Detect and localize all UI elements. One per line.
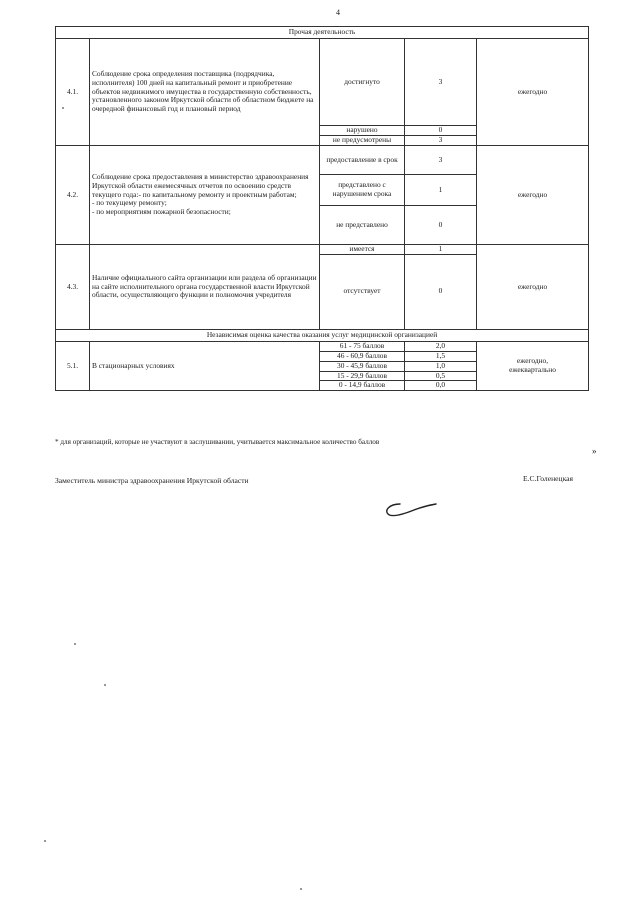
condition-label: представлено с нарушением срока: [320, 175, 405, 206]
condition-label: 30 - 45,9 баллов: [320, 361, 405, 371]
row-number: 5.1.: [56, 341, 90, 390]
condition-label: 46 - 60,9 баллов: [320, 351, 405, 361]
section-header-row: [56, 27, 589, 39]
row-periodicity: ежегодно: [477, 245, 589, 330]
table-row-4-2: [56, 146, 589, 175]
page-number: 4: [336, 8, 340, 17]
condition-label: нарушено: [320, 126, 405, 136]
condition-value: 1,5: [405, 351, 477, 361]
scan-speck: [74, 643, 76, 645]
condition-label: 61 - 75 баллов: [320, 341, 405, 351]
condition-value: 0,5: [405, 371, 477, 381]
row-number: 4.3.: [56, 245, 90, 330]
row-description: В стационарных условиях: [90, 341, 320, 390]
condition-value: 1: [405, 175, 477, 206]
condition-label: 15 - 29,9 баллов: [320, 371, 405, 381]
condition-value: 3: [405, 136, 477, 146]
signer-title: Заместитель министра здравоохранения Иркутской области: [55, 476, 249, 485]
row-periodicity: ежегодно: [477, 146, 589, 245]
condition-value: 0,0: [405, 381, 477, 391]
condition-value: 0: [405, 254, 477, 329]
section-title-other: Прочая деятельность: [56, 27, 589, 39]
condition-value: 3: [405, 39, 477, 126]
table-row-5-1: [56, 341, 589, 351]
signer-name: Е.С.Голенецкая: [523, 474, 574, 483]
row-description: Соблюдение срока предоставления в министерство здравоохранения Иркутской области ежемесячных отчетов по освоению средств текущего года:- по капитальному ремонту и проектным работам; - по текущему ремонту; - по мероприятиям пожарной безопасности;: [90, 146, 320, 245]
closing-quote-mark: »: [592, 446, 597, 456]
condition-value: 1,0: [405, 361, 477, 371]
scan-speck: [62, 107, 64, 109]
condition-label: имеется: [320, 245, 405, 255]
condition-value: 3: [405, 146, 477, 175]
condition-value: 0: [405, 206, 477, 245]
scan-speck: [44, 840, 46, 842]
row-description: Наличие официального сайта организации или раздела об организации на сайте исполнительного органа государственной власти Иркутской области, осуществляющего функции и полномочия учредителя: [90, 245, 320, 330]
condition-value: 1: [405, 245, 477, 255]
section-title-quality: Независимая оценка качества оказания услуг медицинской организацией: [56, 329, 589, 341]
row-periodicity: ежегодно: [477, 39, 589, 146]
condition-label: 0 - 14,9 баллов: [320, 381, 405, 391]
condition-label: отсутствует: [320, 254, 405, 329]
footnote: * для организаций, которые не участвуют в заслушивании, учитывается максимальное количество баллов: [55, 438, 380, 446]
condition-value: 0: [405, 126, 477, 136]
condition-label: достигнуто: [320, 39, 405, 126]
condition-value: 2,0: [405, 341, 477, 351]
table-row-4-3: [56, 245, 589, 255]
condition-label: предоставление в срок: [320, 146, 405, 175]
row-periodicity: ежегодно, ежеквартально: [477, 341, 589, 390]
table-row-4-1: [56, 39, 589, 126]
section-header-row: [56, 329, 589, 341]
handwritten-signature: [380, 492, 440, 522]
row-description: Соблюдение срока определения поставщика (подрядчика, исполнителя) 100 дней на капитальный ремонт и приобретение объектов недвижимого имущества в государственную собственность, установленного законом Иркутской области об областном бюджете на очередной финансовый год и плановый период: [90, 39, 320, 146]
row-number: 4.1.: [56, 39, 90, 146]
criteria-table: [55, 26, 589, 391]
condition-label: не представлено: [320, 206, 405, 245]
scan-speck: [300, 888, 302, 890]
row-number: 4.2.: [56, 146, 90, 245]
scan-speck: [104, 684, 106, 686]
condition-label: не предусмотрены: [320, 136, 405, 146]
